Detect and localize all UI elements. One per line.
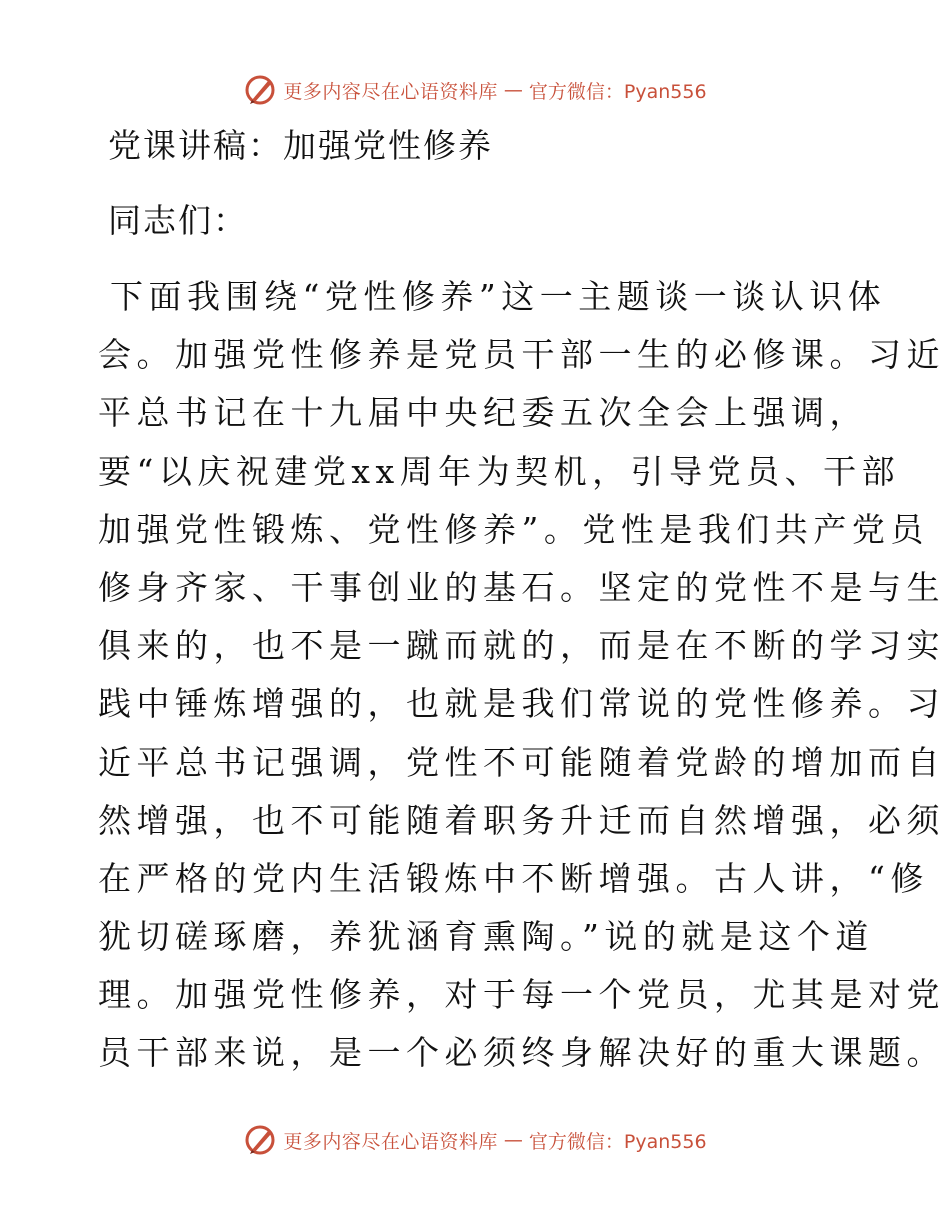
body-line: 践中锤炼增强的，也就是我们常说的党性修养。习 — [98, 684, 945, 724]
body-line: 理。加强党性修养，对于每一个党员，尤其是对党 — [98, 975, 945, 1015]
body-line: 员干部来说，是一个必须终身解决好的重大课题。 — [98, 1033, 945, 1073]
watermark-separator: — — [503, 1129, 523, 1151]
document-body — [98, 268, 945, 1083]
body-line: 修身齐家、干事创业的基石。坚定的党性不是与生 — [98, 567, 945, 607]
body-line: 犹切磋琢磨，养犹涵育熏陶。”说的就是这个道 — [98, 917, 874, 957]
body-line: 在严格的党内生活锻炼中不断增强。古人讲，“修 — [98, 858, 929, 898]
body-line: 近平总书记强调，党性不可能随着党龄的增加而自 — [98, 742, 945, 782]
body-line: 然增强，也不可能随着职务升迁而自然增强，必须 — [98, 800, 945, 840]
body-line: 加强党性锻炼、党性修养”。党性是我们共产党员 — [98, 509, 929, 549]
watermark-site-text: 更多内容尽在心语资料库 — [283, 1130, 498, 1153]
body-line: 要“以庆祝建党xx周年为契机，引导党员、干部 — [98, 451, 901, 491]
body-line: 会。加强党性修养是党员干部一生的必修课。习近 — [98, 335, 945, 375]
watermark-separator: — — [503, 79, 523, 101]
watermark-site-text: 更多内容尽在心语资料库 — [283, 80, 498, 103]
watermark-contact: 官方微信：Pyan556 — [528, 1130, 707, 1153]
body-line: 平总书记在十九届中央纪委五次全会上强调， — [98, 393, 868, 433]
footer-watermark — [0, 1122, 950, 1158]
pen-logo-icon — [243, 73, 277, 107]
body-line: 下面我围绕“党性修养”这一主题谈一谈认识体 — [110, 277, 887, 316]
pen-logo-icon — [243, 1123, 277, 1157]
header-watermark — [0, 72, 950, 108]
watermark-contact: 官方微信：Pyan556 — [528, 80, 707, 103]
body-line: 俱来的，也不是一蹴而就的，而是在不断的学习实 — [98, 626, 945, 666]
document-greeting: 同志们： — [108, 201, 248, 240]
document-title: 党课讲稿：加强党性修养 — [108, 126, 493, 165]
